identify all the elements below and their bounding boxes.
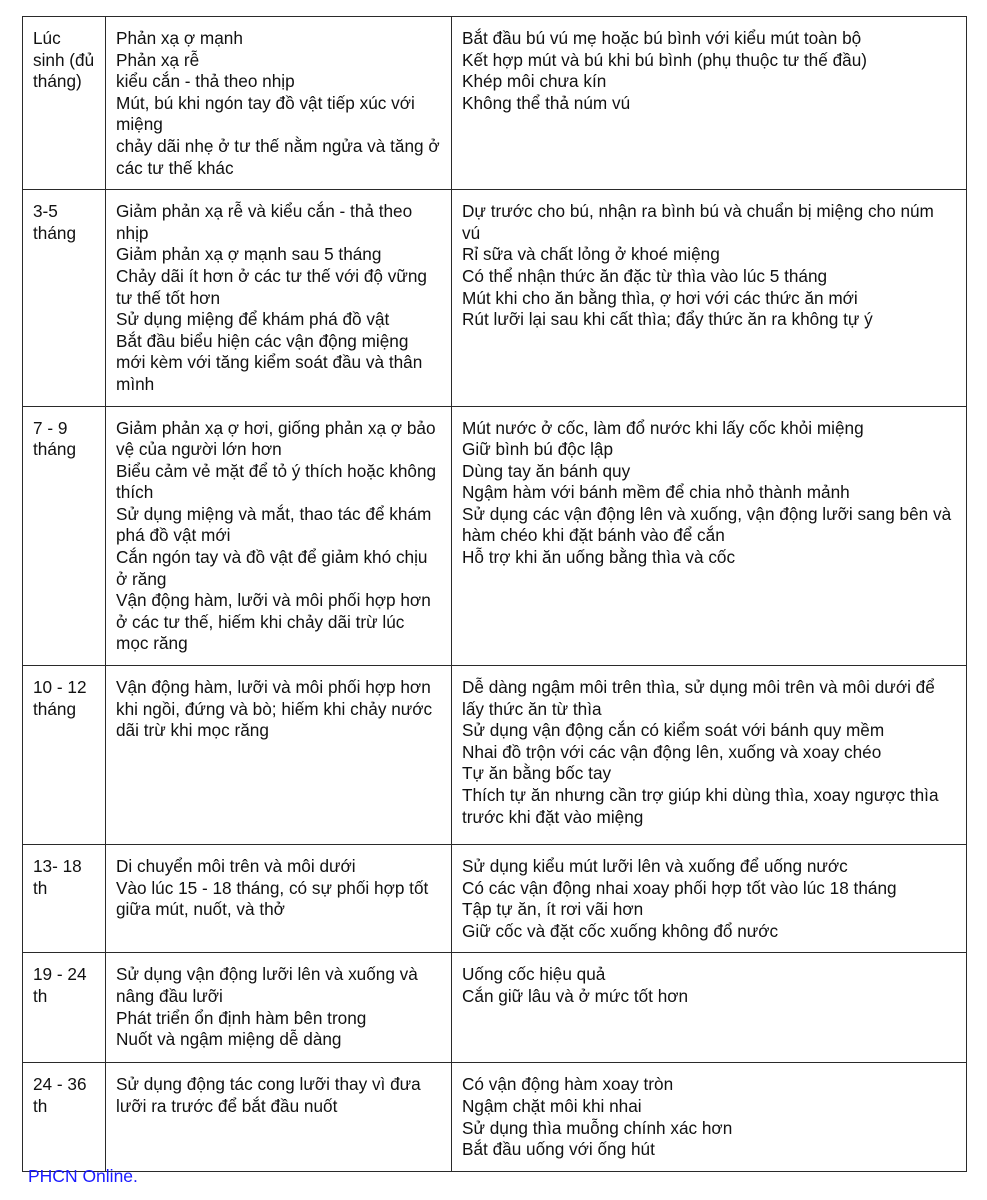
oral-motor-item: Chảy dãi ít hơn ở các tư thế với độ vững tư thế tốt hơn xyxy=(116,265,427,308)
feeding-skill-item: Tự ăn bằng bốc tay xyxy=(462,763,612,784)
feeding-skill-item: Có các vận động nhai xoay phối hợp tốt vào lúc 18 tháng xyxy=(462,877,897,898)
feeding-skill-item: Dự trước cho bú, nhận ra bình bú và chuẩn bị miệng cho núm vú xyxy=(462,201,934,243)
feeding-skill-cell xyxy=(452,953,967,1063)
oral-motor-item: Sử dụng miệng để khám phá đồ vật xyxy=(116,309,390,330)
oral-motor-item: Giảm phản xạ rễ và kiểu cắn - thả theo nhịp xyxy=(116,201,413,243)
feeding-skill-item: Hỗ trợ khi ăn uống bằng thìa và cốc xyxy=(462,547,736,568)
feeding-skill-item: Rỉ sữa và chất lỏng ở khoé miệng xyxy=(462,244,720,265)
oral-motor-item: Phát triển ổn định hàm bên trong xyxy=(116,1007,367,1028)
oral-motor-item: Mút, bú khi ngón tay đồ vật tiếp xúc với miệng xyxy=(116,92,415,135)
oral-motor-item: chảy dãi nhẹ ở tư thế nằm ngửa và tăng ở các tư thế khác xyxy=(116,135,440,178)
feeding-skill-item: Thích tự ăn nhưng cần trợ giúp khi dùng thìa, xoay ngược thìa trước khi đặt vào miệng xyxy=(462,785,939,827)
source-caption: PHCN Online. xyxy=(28,1166,138,1186)
feeding-skill-item: Sử dụng thìa muỗng chính xác hơn xyxy=(462,1117,733,1138)
feeding-skill-item: Uống cốc hiệu quả xyxy=(462,964,606,985)
development-table xyxy=(22,16,967,1172)
table-row xyxy=(23,1063,967,1171)
feeding-skill-item: Ngậm hàm với bánh mềm để chia nhỏ thành mảnh xyxy=(462,482,850,503)
feeding-skill-item: Nhai đồ trộn với các vận động lên, xuống và xoay chéo xyxy=(462,741,882,762)
oral-motor-item: Nuốt và ngậm miệng dễ dàng xyxy=(116,1029,342,1050)
feeding-skill-item: Sử dụng kiểu mút lưỡi lên và xuống để uống nước xyxy=(462,856,848,877)
oral-motor-item: Phản xạ ợ mạnh xyxy=(116,28,243,48)
oral-motor-item: Di chuyển môi trên và môi dưới xyxy=(116,856,356,877)
oral-motor-item: Vào lúc 15 - 18 tháng, có sự phối hợp tốt giữa mút, nuốt, và thở xyxy=(116,877,429,920)
feeding-skill-item: Có thể nhận thức ăn đặc từ thìa vào lúc 5 tháng xyxy=(462,265,828,286)
oral-motor-cell xyxy=(106,845,452,953)
oral-motor-item: Cắn ngón tay và đồ vật để giảm khó chịu ở răng xyxy=(116,547,428,589)
oral-motor-cell xyxy=(106,666,452,845)
table-row xyxy=(23,953,967,1063)
oral-motor-item: Sử dụng miệng và mắt, thao tác để khám phá đồ vật mới xyxy=(116,503,432,546)
feeding-skill-item: Giữ bình bú độc lập xyxy=(462,439,614,460)
table-row xyxy=(23,406,967,666)
feeding-skill-item: Ngậm chặt môi khi nhai xyxy=(462,1096,642,1116)
feeding-skill-item: Dễ dàng ngậm môi trên thìa, sử dụng môi trên và môi dưới để lấy thức ăn từ thìa xyxy=(462,677,935,719)
feeding-skill-cell xyxy=(452,190,967,406)
oral-motor-cell xyxy=(106,1063,452,1171)
oral-motor-item: Vận động hàm, lưỡi và môi phối hợp hơn ở các tư thế, hiếm khi chảy dãi trừ lúc mọc răng xyxy=(116,590,431,654)
feeding-skill-cell xyxy=(452,406,967,666)
feeding-skill-item: Giữ cốc và đặt cốc xuống không đổ nước xyxy=(462,920,779,941)
oral-motor-item: Sử dụng vận động lưỡi lên và xuống và nâng đầu lưỡi xyxy=(116,964,418,1006)
table-body xyxy=(23,17,967,1172)
age-cell xyxy=(23,406,106,666)
oral-motor-cell xyxy=(106,190,452,406)
feeding-skill-cell xyxy=(452,17,967,190)
age-cell xyxy=(23,17,106,190)
feeding-skill-item: Có vận động hàm xoay tròn xyxy=(462,1074,674,1095)
feeding-skill-item: Bắt đầu uống với ống hút xyxy=(462,1139,655,1160)
oral-motor-cell xyxy=(106,17,452,190)
feeding-skill-item: Rút lưỡi lại sau khi cất thìa; đẩy thức ăn ra không tự ý xyxy=(462,309,873,330)
oral-motor-cell xyxy=(106,953,452,1063)
feeding-skill-item: Không thể thả núm vú xyxy=(462,92,631,113)
feeding-skill-item: Khép môi chưa kín xyxy=(462,71,607,92)
feeding-skill-item: Sử dụng vận động cắn có kiểm soát với bánh quy mềm xyxy=(462,720,885,741)
feeding-skill-item: Dùng tay ăn bánh quy xyxy=(462,460,631,481)
oral-motor-item: Phản xạ rễ xyxy=(116,49,200,70)
table-row xyxy=(23,190,967,406)
feeding-skill-item: Bắt đầu bú vú mẹ hoặc bú bình với kiểu mút toàn bộ xyxy=(462,28,862,48)
oral-motor-cell xyxy=(106,406,452,666)
feeding-skill-cell xyxy=(452,666,967,845)
table-row xyxy=(23,845,967,953)
feeding-skill-item: Kết hợp mút và bú khi bú bình (phụ thuộc tư thế đầu) xyxy=(462,49,867,70)
table-row xyxy=(23,666,967,845)
age-label: Lúc sinh (đủ tháng) xyxy=(33,28,95,92)
oral-motor-item: kiểu cắn - thả theo nhịp xyxy=(116,71,295,92)
age-label: 3-5 tháng xyxy=(33,201,77,243)
age-label: 13- 18 th xyxy=(33,856,82,898)
age-cell xyxy=(23,845,106,953)
age-label: 10 - 12 tháng xyxy=(33,677,87,719)
oral-motor-item: Bắt đầu biểu hiện các vận động miệng mới kèm với tăng kiểm soát đầu và thân mình xyxy=(116,330,423,394)
age-label: 24 - 36 th xyxy=(33,1074,87,1116)
feeding-skill-item: Cắn giữ lâu và ở mức tốt hơn xyxy=(462,986,689,1006)
feeding-skill-item: Sử dụng các vận động lên và xuống, vận động lưỡi sang bên và hàm chéo khi đặt bánh vào để cắn xyxy=(462,503,952,546)
age-cell xyxy=(23,190,106,406)
feeding-skill-item: Mút nước ở cốc, làm đổ nước khi lấy cốc khỏi miệng xyxy=(462,417,864,438)
feeding-skill-cell xyxy=(452,845,967,953)
feeding-skill-item: Tập tự ăn, ít rơi vãi hơn xyxy=(462,899,644,920)
age-cell xyxy=(23,666,106,845)
oral-motor-item: Biểu cảm vẻ mặt để tỏ ý thích hoặc không thích xyxy=(116,460,437,503)
age-label: 19 - 24 th xyxy=(33,964,87,1006)
age-cell xyxy=(23,953,106,1063)
oral-motor-item: Giảm phản xạ ợ hơi, giống phản xạ ợ bảo vệ của người lớn hơn xyxy=(116,417,436,460)
age-label: 7 - 9 tháng xyxy=(33,417,77,460)
age-cell xyxy=(23,1063,106,1171)
oral-motor-item: Sử dụng động tác cong lưỡi thay vì đưa lưỡi ra trước để bắt đầu nuốt xyxy=(116,1074,421,1116)
feeding-skill-item: Mút khi cho ăn bằng thìa, ợ hơi với các thức ăn mới xyxy=(462,287,858,308)
feeding-skill-cell xyxy=(452,1063,967,1171)
table-row xyxy=(23,17,967,190)
oral-motor-item: Vận động hàm, lưỡi và môi phối hợp hơn khi ngồi, đứng và bò; hiếm khi chảy nước dãi trừ khi mọc răng xyxy=(116,677,433,741)
oral-motor-item: Giảm phản xạ ợ mạnh sau 5 tháng xyxy=(116,244,382,265)
